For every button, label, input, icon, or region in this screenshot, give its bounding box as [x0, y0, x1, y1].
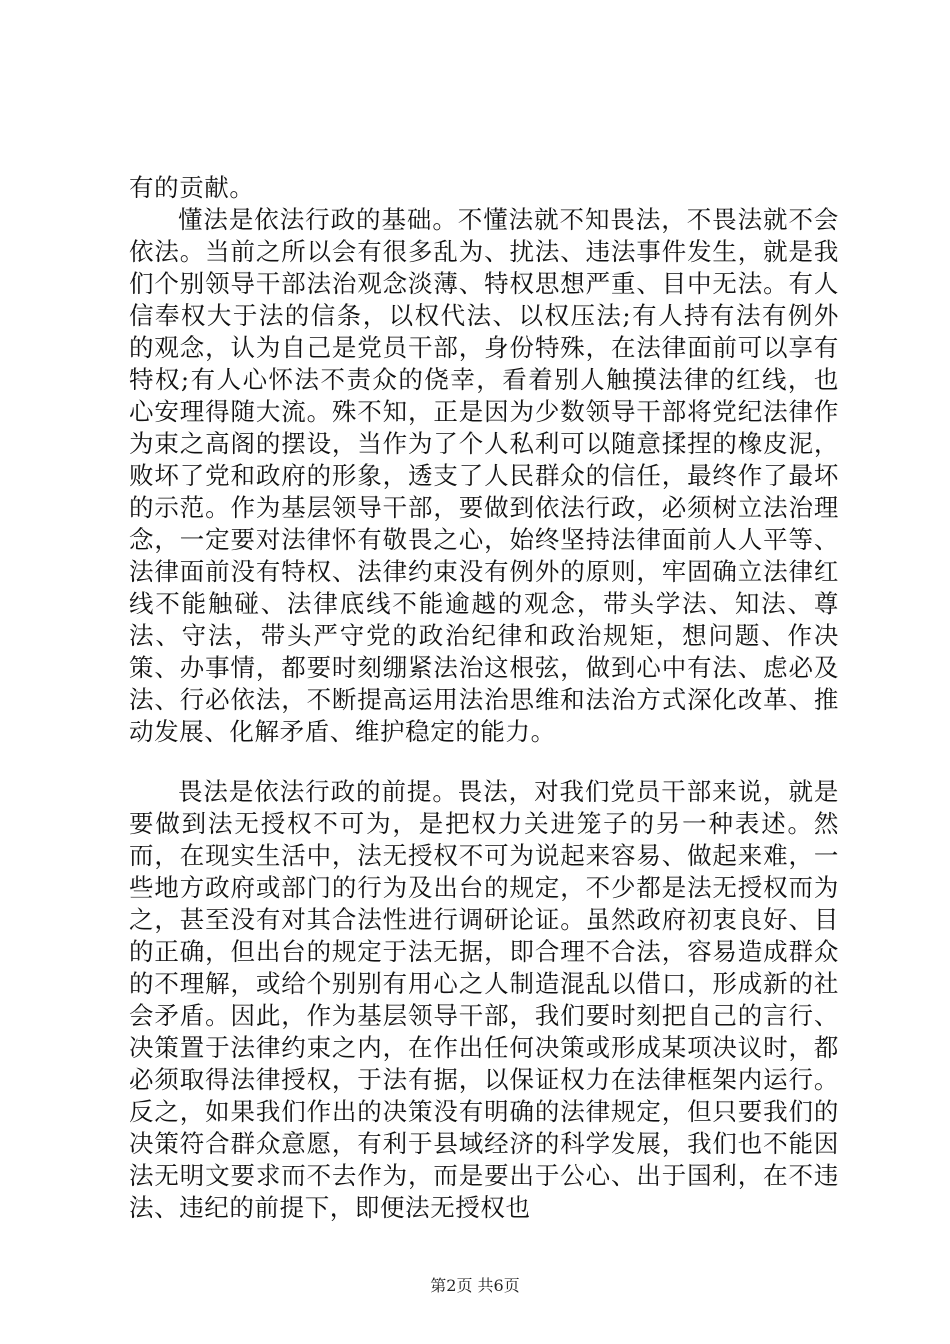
paragraph-gap	[129, 748, 839, 776]
paragraph-continuation: 有的贡献。	[129, 173, 255, 202]
document-body	[129, 172, 839, 1224]
page-number-footer: 第2页 共6页	[430, 1276, 520, 1295]
paragraph-understand-law: 懂法是依法行政的基础。不懂法就不知畏法，不畏法就不会依法。当前之所以会有很多乱为、扰法、违法事件发生，就是我们个别领导干部法治观念淡薄、特权思想严重、目中无法。有人信奉权大于法的信条，以权代法、以权压法;有人持有法有例外的观念，认为自己是党员干部，身份特殊，在法律面前可以享有特权;有人心怀法不责众的侥幸，看着别人触摸法律的红线，也心安理得随大流。殊不知，正是因为少数领导干部将党纪法律作为束之高阁的摆设，当作为了个人私利可以随意揉捏的橡皮泥，败坏了党和政府的形象，透支了人民群众的信任，最终作了最坏的示范。作为基层领导干部，要做到依法行政，必须树立法治理念，一定要对法律怀有敬畏之心，始终坚持法律面前人人平等、法律面前没有特权、法律约束没有例外的原则，牢固确立法律红线不能触碰、法律底线不能逾越的观念，带头学法、知法、尊法、守法，带头严守党的政治纪律和政治规矩，想问题、作决策、办事情，都要时刻绷紧法治这根弦，做到心中有法、虑必及法、行必依法，不断提高运用法治思维和法治方式深化改革、推动发展、化解矛盾、维护稳定的能力。	[129, 205, 839, 746]
paragraph-respect-law: 畏法是依法行政的前提。畏法，对我们党员干部来说，就是要做到法无授权不可为，是把权力关进笼子的另一种表述。然而，在现实生活中，法无授权不可为说起来容易、做起来难，一些地方政府或部门的行为及出台的规定，不少都是法无授权而为之，甚至没有对其合法性进行调研论证。虽然政府初衷良好、目的正确，但出台的规定于法无据，即合理不合法，容易造成群众的不理解，或给个别别有用心之人制造混乱以借口，形成新的社会矛盾。因此，作为基层领导干部，我们要时刻把自己的言行、决策置于法律约束之内，在作出任何决策或形成某项决议时，都必须取得法律授权，于法有据，以保证权力在法律框架内运行。反之，如果我们作出的决策没有明确的法律规定，但只要我们的决策符合群众意愿，有利于县域经济的科学发展，我们也不能因法无明文要求而不去作为，而是要出于公心、出于国利，在不违法、违纪的前提下，即便法无授权也	[129, 777, 839, 1222]
